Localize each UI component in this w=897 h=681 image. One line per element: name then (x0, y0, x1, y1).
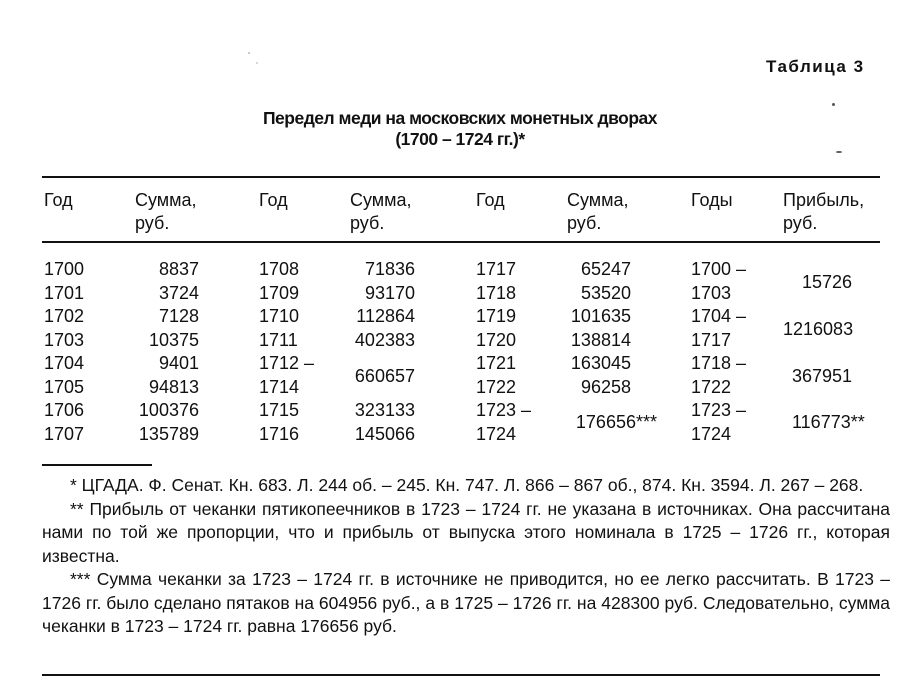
header-sum-1-line1: Сумма, (135, 190, 197, 210)
table-cell-year: 1707 (44, 423, 85, 444)
header-sum-2-line1: Сумма, (350, 190, 412, 210)
table-cell-year: 1712 – (259, 353, 315, 373)
table-cell-period: 1723 – (691, 400, 747, 420)
header-profit-line2: руб. (783, 213, 818, 233)
header-sum-1-line2: руб. (135, 213, 170, 233)
table-cell-year: 1705 (44, 376, 85, 397)
table-cell-year: 1700 (44, 259, 85, 279)
table-cell-period: 1718 – (691, 353, 747, 373)
table-cell-sum: 65247 (580, 259, 631, 279)
table-cell-sum: 138814 (570, 329, 631, 350)
table-cell-sum: 71836 (364, 259, 415, 279)
table-cell-year: 1704 (44, 353, 85, 373)
table-cell-period: 1722 (691, 376, 732, 397)
table-cell-sum: 323133 (354, 400, 415, 420)
table-cell-sum: 8837 (158, 259, 199, 279)
table-cell-year: 1716 (259, 423, 300, 444)
table-cell-sum: 96258 (580, 376, 631, 397)
scan-speck (832, 103, 835, 106)
table-cell-year: 1719 (476, 306, 517, 326)
table-cell-year: 1706 (44, 400, 85, 420)
table-cell-year: 1703 (44, 329, 85, 350)
table-cell-sum: 402383 (354, 329, 415, 350)
footnote-3: *** Сумма чеканки за 1723 – 1724 гг. в источнике не приводится, но ее легко рассчитать. В 1723 – 1726 гг. было сделано пятаков на 604956 руб., а в 1725 – 1726 гг. на 428300 руб. Следовательно, сумма чеканки в 1723 – 1724 гг. равна 176656 руб. (42, 569, 890, 636)
table-cell-sum: 112864 (356, 306, 415, 326)
table-cell-sum: 93170 (364, 282, 415, 303)
table-cell-year: 1710 (259, 306, 300, 326)
footnote-separator (42, 464, 152, 466)
table-cell-year: 1721 (476, 353, 517, 373)
table-cell-sum: 53520 (580, 282, 631, 303)
table-cell-profit: 367951 (792, 366, 853, 386)
table-cell-period: 1700 – (691, 259, 747, 279)
header-sum-3 (567, 189, 629, 235)
table-cell-year: 1714 (259, 376, 300, 397)
page-bottom-rule (42, 674, 880, 676)
table-cell-year: 1709 (259, 282, 300, 303)
header-year-2: Год (259, 190, 288, 210)
header-year-3: Год (476, 190, 505, 210)
table-cell-year: 1723 – (476, 400, 532, 420)
table-cell-sum: 7128 (158, 306, 199, 326)
table-title (200, 108, 720, 150)
table-top-rule (42, 176, 880, 178)
header-bottom-rule (42, 241, 880, 243)
table-cell-sum-merged: 660657 (354, 366, 415, 386)
table-cell-sum-merged: 176656*** (575, 412, 657, 432)
table-cell-sum: 101635 (570, 306, 631, 326)
table-cell-period: 1724 (691, 423, 732, 444)
table-title-line1: Передел меди на московских монетных дворах (262, 108, 658, 128)
table-cell-year: 1722 (476, 376, 517, 397)
table-cell-year: 1715 (259, 400, 300, 420)
table-cell-sum: 135789 (138, 423, 199, 444)
table-cell-period: 1704 – (691, 306, 747, 326)
table-cell-year: 1717 (476, 259, 517, 279)
header-sum-2-line2: руб. (350, 213, 385, 233)
scan-speck (836, 151, 842, 153)
table-cell-sum: 10375 (148, 329, 199, 350)
header-year-1: Год (44, 190, 73, 210)
table-cell-year: 1711 (259, 329, 298, 350)
header-profit-line1: Прибыль, (783, 190, 865, 210)
table-cell-period: 1717 (691, 329, 732, 350)
table-cell-sum: 3724 (158, 282, 199, 303)
table-cell-year: 1720 (476, 329, 517, 350)
scan-speck (248, 52, 250, 54)
header-sum-3-line1: Сумма, (567, 190, 629, 210)
table-cell-year: 1724 (476, 423, 517, 444)
table-cell-year: 1708 (259, 259, 300, 279)
footnote-2: ** Прибыль от чеканки пятикопеечников в 1723 – 1724 гг. не указана в источниках. Она рассчитана нами по той же пропорции, что и прибыль от выпуска этого номинала в 1725 – 1726 гг., которая известна. (42, 498, 890, 566)
table-cell-year: 1701 (44, 282, 85, 303)
header-years-4: Годы (691, 190, 733, 210)
header-sum-3-line2: руб. (567, 213, 602, 233)
table-cell-sum: 9401 (158, 353, 199, 373)
header-sum-2 (350, 189, 412, 235)
footnotes (42, 474, 890, 639)
table-cell-year: 1718 (476, 282, 517, 303)
table-cell-sum: 100376 (138, 400, 199, 420)
table-cell-sum: 163045 (570, 353, 631, 373)
table-cell-profit: 1216083 (783, 319, 854, 339)
table-number-label: Таблица 3 (766, 57, 865, 76)
table-cell-sum: 94813 (148, 376, 199, 397)
header-profit-4 (783, 189, 864, 235)
table-title-line2: (1700 – 1724 гг.)* (395, 129, 525, 149)
table-cell-profit: 116773** (792, 412, 865, 432)
scan-speck (256, 62, 258, 64)
header-sum-1 (135, 189, 197, 235)
table-cell-profit: 15726 (802, 272, 853, 292)
table-cell-year: 1702 (44, 306, 85, 326)
table-cell-sum: 145066 (354, 423, 415, 444)
table-cell-period: 1703 (691, 282, 732, 303)
footnote-1: * ЦГАДА. Ф. Сенат. Кн. 683. Л. 244 об. – 245. Кн. 747. Л. 866 – 867 об., 874. Кн. 3594. Л. 267 – 268. (70, 475, 864, 495)
